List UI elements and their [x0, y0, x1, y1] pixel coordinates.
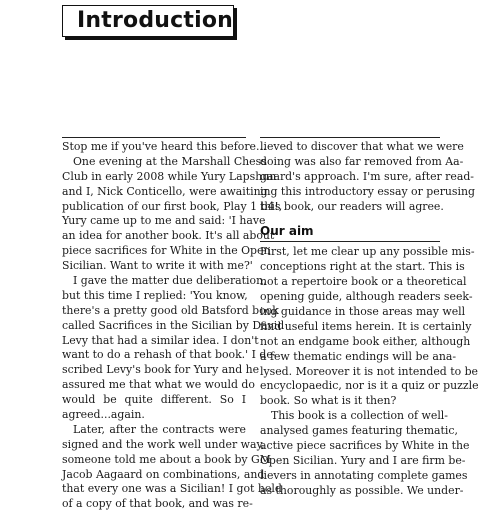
text-line: First, let me clear up any possible mis- — [260, 245, 475, 259]
text-line: assured me that what we would do — [62, 378, 255, 392]
text-line: opening guide, although readers seek- — [260, 290, 473, 304]
text-line: analysed games featuring thematic, — [260, 424, 458, 438]
text-line: lysed. Moreover it is not intended to be — [260, 364, 479, 378]
text-line: I gave the matter due deliberation, — [73, 274, 267, 288]
right-text-column — [260, 140, 479, 499]
text-line: not an endgame book either, although — [260, 334, 471, 348]
text-line: of a copy of that book, and was re- — [62, 497, 253, 511]
text-line: there's a pretty good old Batsford book — [62, 303, 279, 317]
text-line: find useful items herein. It is certainly — [260, 319, 472, 333]
text-line: someone told me about a book by GM — [62, 452, 271, 466]
left-text-column — [62, 140, 285, 512]
text-line: Later, after the contracts were — [73, 422, 246, 436]
text-line: active piece sacrifices by White in the — [260, 439, 470, 453]
text-line: as thoroughly as possible. We under- — [260, 483, 464, 497]
text-line: encyclopaedic, nor is it a quiz or puzzle — [260, 379, 479, 393]
text-line: this book, our readers will agree. — [260, 199, 444, 213]
text-line: publication of our first book, Play 1 b4!, — [62, 199, 283, 213]
text-line: ing guidance in those areas may well — [260, 305, 466, 319]
text-line: want to do a rehash of that book.' I de- — [62, 348, 277, 362]
text-line: Club in early 2008 while Yury Lapshun — [62, 169, 277, 183]
text-line: Sicilian. Want to write it with me?' — [62, 259, 253, 273]
text-line: a few thematic endings will be ana- — [260, 349, 457, 363]
text-line: Yury came up to me and said: 'I have — [62, 214, 266, 228]
text-line: called Sacrifices in the Sicilian by David — [62, 318, 285, 332]
text-line: scribed Levy's book for Yury and he — [62, 363, 260, 377]
text-line: Open Sicilian. Yury and I are firm be- — [260, 453, 466, 467]
text-line: One evening at the Marshall Chess — [73, 154, 267, 168]
text-line: lieved to discover that what we were — [260, 140, 464, 153]
text-line: signed and the work well under way, — [62, 437, 265, 451]
text-line: an idea for another book. It's all about — [62, 229, 275, 243]
text-line: Levy that had a similar idea. I don't — [62, 333, 259, 347]
right-column-top-text — [260, 140, 475, 214]
section-heading: Our aim — [260, 224, 314, 239]
left-column-rule — [62, 137, 246, 138]
text-line: would be quite different. So I — [62, 393, 246, 407]
text-line: Stop me if you've heard this before... — [62, 140, 267, 153]
text-line: agreed...again. — [62, 408, 145, 422]
text-line: and I, Nick Conticello, were awaiting — [62, 184, 268, 198]
text-line: doing was also far removed from Aa- — [260, 154, 464, 168]
right-column-body-text — [260, 245, 479, 498]
text-line: that every one was a Sicilian! I got hold — [62, 482, 282, 496]
right-column-rule — [260, 137, 440, 138]
text-line: lievers in annotating complete games — [260, 468, 468, 482]
text-line: book. So what is it then? — [260, 394, 397, 408]
section-heading-rule — [260, 241, 440, 242]
text-line: piece sacrifices for White in the Open — [62, 244, 271, 258]
text-line: gaard's approach. I'm sure, after read- — [260, 169, 474, 183]
text-line: but this time I replied: 'You know, — [62, 288, 248, 302]
text-line: This book is a collection of well- — [271, 409, 448, 423]
text-line: Jacob Aagaard on combinations, and — [62, 467, 265, 481]
chapter-title-box — [62, 5, 234, 37]
chapter-title: Introduction — [77, 8, 234, 33]
text-line: conceptions right at the start. This is — [260, 260, 465, 274]
text-line: not a repertoire book or a theoretical — [260, 275, 467, 289]
text-line: ing this introductory essay or perusing — [260, 184, 475, 198]
